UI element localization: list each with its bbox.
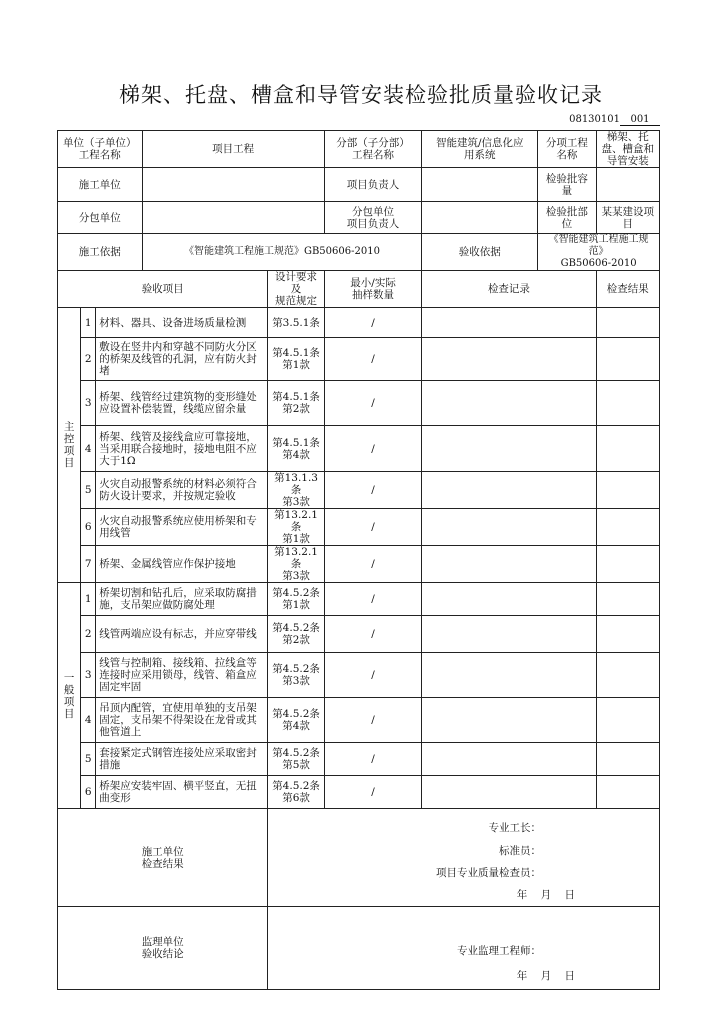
item-text: 桥架、线管及接线盒应可靠接地，当采用联合接地时，接地电阻不应大于1Ω <box>96 426 268 472</box>
item-result[interactable] <box>596 776 659 809</box>
item-text: 桥架应安装牢固、横平竖直，无扭曲变形 <box>96 776 268 809</box>
item-record[interactable] <box>422 509 596 546</box>
sub-project-manager-label: 分包单位 项目负责人 <box>324 202 422 234</box>
item-sample: / <box>324 583 422 616</box>
item-sample: / <box>324 776 422 809</box>
foreman-label: 专业工长： <box>488 822 541 834</box>
project-manager-value[interactable] <box>422 168 538 202</box>
item-record[interactable] <box>422 583 596 616</box>
inspector-label: 项目专业质量检查员： <box>436 867 541 879</box>
capacity-value[interactable] <box>596 168 659 202</box>
construction-check-label: 施工单位 检查结果 <box>58 809 268 907</box>
table-row <box>58 381 660 426</box>
item-text: 桥架切割和钻孔后，应采取防腐措施，支吊架应做防腐处理 <box>96 583 268 616</box>
part-name-label: 分部（子分部） 工程名称 <box>324 131 422 168</box>
table-row <box>58 546 660 583</box>
item-record[interactable] <box>422 743 596 776</box>
item-text: 火灾自动报警系统应使用桥架和专用线管 <box>96 509 268 546</box>
item-sample: / <box>324 616 422 653</box>
item-number: 2 <box>81 616 96 653</box>
item-number: 1 <box>81 583 96 616</box>
table-row <box>58 616 660 653</box>
item-number: 6 <box>81 509 96 546</box>
item-sample: / <box>324 381 422 426</box>
item-result[interactable] <box>596 509 659 546</box>
constructor-label: 施工单位 <box>58 168 143 202</box>
subitem-name-value: 梯架、托盘、槽盒和 导管安装 <box>596 131 659 168</box>
item-sample: / <box>324 308 422 338</box>
document-number <box>569 114 660 126</box>
col-item: 验收项目 <box>58 271 268 308</box>
sub-project-manager-value[interactable] <box>422 202 538 234</box>
item-requirement: 第4.5.1条 第1款 <box>268 338 324 381</box>
item-requirement: 第4.5.2条 第3款 <box>268 653 324 698</box>
col-record: 检查记录 <box>422 271 596 308</box>
item-result[interactable] <box>596 653 659 698</box>
table-row <box>58 308 660 338</box>
col-requirement: 设计要求及 规范规定 <box>268 271 324 308</box>
item-requirement: 第4.5.2条 第6款 <box>268 776 324 809</box>
item-number: 5 <box>81 472 96 509</box>
standard-label: 标准员： <box>499 845 541 857</box>
item-sample: / <box>324 546 422 583</box>
item-requirement: 第4.5.2条 第5款 <box>268 743 324 776</box>
inspection-table <box>57 130 660 990</box>
construction-date: 年 月 日 <box>516 889 575 901</box>
item-result[interactable] <box>596 743 659 776</box>
supervising-engineer-label: 专业监理工程师： <box>457 945 541 957</box>
table-row <box>58 509 660 546</box>
item-text: 敷设在竖井内和穿越不同防火分区的桥架及线管的孔洞，应有防火封堵 <box>96 338 268 381</box>
table-row <box>58 426 660 472</box>
acceptance-label: 验收依据 <box>422 234 538 271</box>
item-result[interactable] <box>596 472 659 509</box>
item-result[interactable] <box>596 338 659 381</box>
item-text: 火灾自动报警系统的材料必须符合防火设计要求，并按规定验收 <box>96 472 268 509</box>
item-requirement: 第4.5.1条 第4款 <box>268 426 324 472</box>
item-sample: / <box>324 653 422 698</box>
item-record[interactable] <box>422 616 596 653</box>
item-record[interactable] <box>422 698 596 743</box>
item-text: 材料、器具、设备进场质量检测 <box>96 308 268 338</box>
location-value: 某某建设项目 <box>596 202 659 234</box>
unit-name-value: 项目工程 <box>142 131 324 168</box>
item-sample: / <box>324 338 422 381</box>
document-code: 08130101 <box>569 114 620 125</box>
unit-name-label: 单位（子单位） 工程名称 <box>58 131 143 168</box>
subcontractor-value[interactable] <box>142 202 324 234</box>
item-result[interactable] <box>596 616 659 653</box>
supervision-area <box>268 907 660 990</box>
item-requirement: 第4.5.1条 第2款 <box>268 381 324 426</box>
item-text: 线管与控制箱、接线箱、拉线盒等连接时应采用锁母，线管、箱盒应固定牢固 <box>96 653 268 698</box>
item-sample: / <box>324 426 422 472</box>
item-number: 7 <box>81 546 96 583</box>
main-group-label: 主 控 项 目 <box>58 308 81 583</box>
item-requirement: 第13.1.3条 第3款 <box>268 472 324 509</box>
item-number: 5 <box>81 743 96 776</box>
item-result[interactable] <box>596 698 659 743</box>
table-row <box>58 776 660 809</box>
table-row <box>58 743 660 776</box>
table-row <box>58 653 660 698</box>
item-number: 1 <box>81 308 96 338</box>
item-record[interactable] <box>422 338 596 381</box>
item-text: 套接紧定式钢管连接处应采取密封措施 <box>96 743 268 776</box>
page-title: 梯架、托盘、槽盒和导管安装检验批质量验收记录 <box>119 83 603 107</box>
acceptance-value: 《智能建筑工程施工规范》 GB50606-2010 <box>538 234 660 271</box>
location-label: 检验批部位 <box>538 202 596 234</box>
item-number: 3 <box>81 381 96 426</box>
table-row <box>58 472 660 509</box>
subitem-name-label: 分项工程名称 <box>538 131 596 168</box>
item-record[interactable] <box>422 308 596 338</box>
item-record[interactable] <box>422 381 596 426</box>
supervision-label: 监理单位 验收结论 <box>58 907 268 990</box>
constructor-value[interactable] <box>142 168 324 202</box>
part-name-value: 智能建筑/信息化应 用系统 <box>422 131 538 168</box>
item-number: 2 <box>81 338 96 381</box>
item-text: 桥架、线管经过建筑物的变形缝处应设置补偿装置，线缆应留余量 <box>96 381 268 426</box>
item-text: 线管两端应设有标志，并应穿带线 <box>96 616 268 653</box>
basis-label: 施工依据 <box>58 234 143 271</box>
item-text: 桥架、金属线管应作保护接地 <box>96 546 268 583</box>
item-record[interactable] <box>422 776 596 809</box>
item-requirement: 第13.2.1条 第3款 <box>268 546 324 583</box>
table-row <box>58 583 660 616</box>
item-sample: / <box>324 509 422 546</box>
general-group-label: 一 般 项 目 <box>58 583 81 809</box>
item-sample: / <box>324 698 422 743</box>
item-result[interactable] <box>596 583 659 616</box>
item-requirement: 第3.5.1条 <box>268 308 324 338</box>
item-requirement: 第4.5.2条 第1款 <box>268 583 324 616</box>
construction-check-area <box>268 809 660 907</box>
subcontractor-label: 分包单位 <box>58 202 143 234</box>
item-result[interactable] <box>596 426 659 472</box>
col-sample: 最小/实际 抽样数量 <box>324 271 422 308</box>
item-requirement: 第4.5.2条 第4款 <box>268 698 324 743</box>
item-number: 4 <box>81 698 96 743</box>
item-result[interactable] <box>596 308 659 338</box>
item-requirement: 第13.2.1条 第1款 <box>268 509 324 546</box>
item-sample: / <box>324 472 422 509</box>
supervision-date: 年 月 日 <box>516 970 575 982</box>
item-result[interactable] <box>596 546 659 583</box>
item-record[interactable] <box>422 546 596 583</box>
document-suffix: 001 <box>620 114 660 126</box>
table-row <box>58 338 660 381</box>
item-record[interactable] <box>422 653 596 698</box>
capacity-label: 检验批容量 <box>538 168 596 202</box>
item-number: 4 <box>81 426 96 472</box>
item-result[interactable] <box>596 381 659 426</box>
item-text: 吊顶内配管，宜使用单独的支吊架固定，支吊架不得架设在龙骨或其他管道上 <box>96 698 268 743</box>
item-record[interactable] <box>422 426 596 472</box>
item-number: 6 <box>81 776 96 809</box>
project-manager-label: 项目负责人 <box>324 168 422 202</box>
basis-value: 《智能建筑工程施工规范》GB50606-2010 <box>142 234 422 271</box>
item-number: 3 <box>81 653 96 698</box>
item-sample: / <box>324 743 422 776</box>
item-requirement: 第4.5.2条 第2款 <box>268 616 324 653</box>
col-result: 检查结果 <box>596 271 659 308</box>
item-record[interactable] <box>422 472 596 509</box>
table-row <box>58 698 660 743</box>
